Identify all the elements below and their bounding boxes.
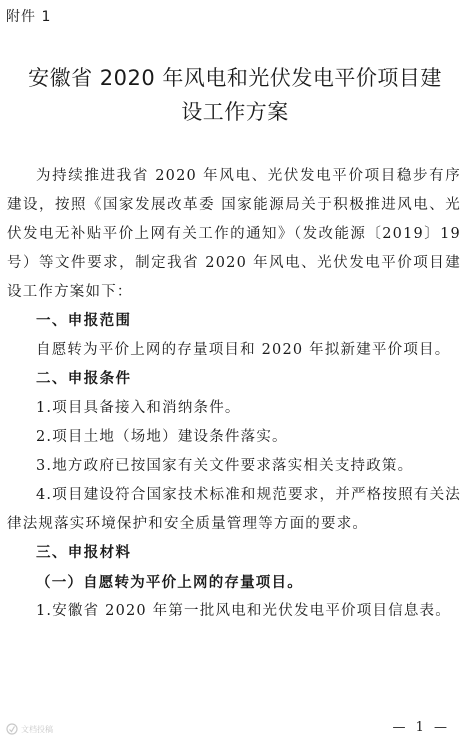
scope-paragraph: 自愿转为平价上网的存量项目和 2020 年拟新建平价项目。 bbox=[36, 342, 451, 358]
watermark bbox=[6, 723, 53, 735]
section-heading-conditions: 二、申报条件 bbox=[36, 371, 132, 387]
watermark-text: 文档投稿 bbox=[21, 724, 53, 734]
section-heading-materials: 三、申报材料 bbox=[36, 545, 132, 561]
condition-item-4: 4.项目建设符合国家技术标准和规范要求，并严格按照有关法律法规落实环境保护和安全质量管理等方面的要求。 bbox=[7, 487, 461, 532]
materials-item-1: 1.安徽省 2020 年第一批风电和光伏发电平价项目信息表。 bbox=[36, 603, 451, 619]
document-title-line-1: 安徽省 2020 年风电和光伏发电平价项目建 bbox=[28, 66, 442, 90]
attachment-label: 附件 1 bbox=[6, 9, 52, 25]
page-number: — 1 — bbox=[392, 720, 450, 735]
document-body bbox=[7, 162, 461, 626]
materials-subheading: （一）自愿转为平价上网的存量项目。 bbox=[36, 574, 303, 591]
intro-paragraph: 为持续推进我省 2020 年风电、光伏发电平价项目稳步有序建设，按照《国家发展改革委 国家能源局关于积极推进风电、光伏发电无补贴平价上网有关工作的通知》（发改能源〔2019〕19 号）等文件要求，制定我省 2020 年风电、光伏发电平价项目建设工作方案如下： bbox=[7, 168, 461, 300]
condition-item-1: 1.项目具备接入和消纳条件。 bbox=[36, 400, 241, 416]
watermark-logo-icon bbox=[6, 723, 18, 735]
condition-item-3: 3.地方政府已按国家有关文件要求落实相关支持政策。 bbox=[36, 458, 414, 474]
document-title-line-2: 设工作方案 bbox=[181, 100, 289, 124]
condition-item-2: 2.项目土地（场地）建设条件落实。 bbox=[36, 429, 288, 445]
section-heading-scope: 一、申报范围 bbox=[36, 313, 132, 329]
